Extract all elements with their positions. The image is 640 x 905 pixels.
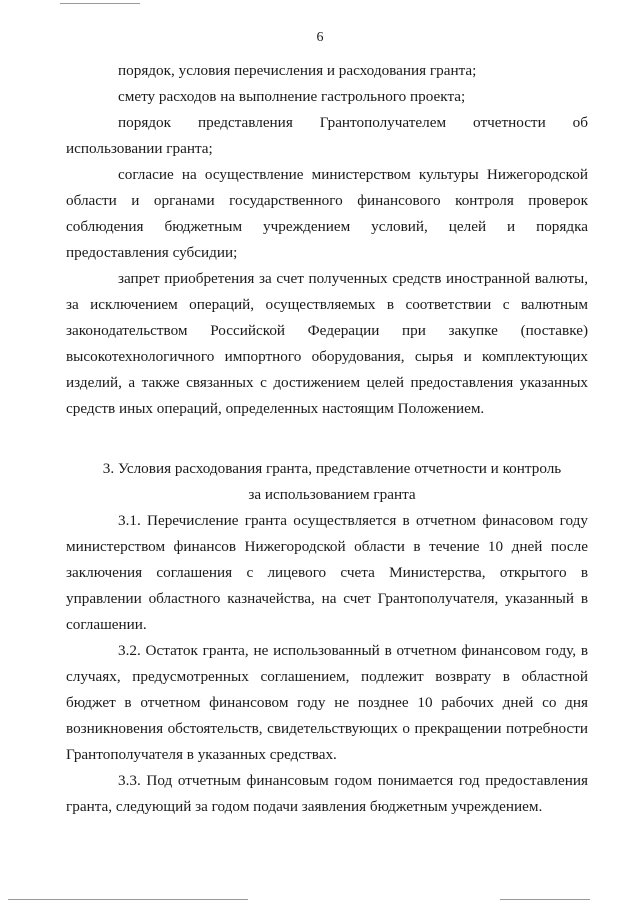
page-number: 6 [316,30,324,45]
list-item: согласие на осуществление министерством культуры Нижегородской области и органами государственного финансового контроля проверок соблюдения бюджетным учреждением условий, целей и порядка предоставления субсидии; [66,166,588,261]
scan-artifact-line [500,899,590,900]
paragraph: 3.3. Под отчетным финансовым годом понимается год предоставления гранта, следующий за годом подачи заявления бюджетным учреждением. [66,772,588,815]
paragraph: 3.2. Остаток гранта, не использованный в отчетном финансовом году, в случаях, предусмотренных соглашением, подлежит возврату в областной бюджет в отчетном финансовом году не позднее 10 рабочих дней со дня возникновения обстоятельств, свидетельствующих о прекращении потребности Грантополучателя в указанных средствах. [66,642,588,763]
scan-artifact-line [60,3,140,4]
list-item: запрет приобретения за счет полученных средств иностранной валюты, за исключением операций, осуществляемых в соответствии с валютным законодательством Российской Федерации при закупке (поставке) высокотехнологичного импортного оборудования, сырья и комплектующих изделий, а также связанных с достижением целей предоставления указанных средств иных операций, определенных настоящим Положением. [66,270,588,417]
section-heading: 3. Условия расходования гранта, представление отчетности и контроль [102,460,562,477]
list-item: порядок, условия перечисления и расходования гранта; [118,62,477,79]
list-item: порядок представления Грантополучателем отчетности об использовании гранта; [66,114,588,157]
scan-artifact-line [8,899,248,900]
section-spacer [66,422,588,456]
list-item: смету расходов на выполнение гастрольного проекта; [118,88,466,105]
page-body [66,58,588,820]
section-heading-continued: за использованием гранта [248,486,416,503]
paragraph: 3.1. Перечисление гранта осуществляется в отчетном финасовом году министерством финансов Нижегородской области в течение 10 дней после заключения соглашения с лицевого счета Министерства, открытого в управлении областного казначейства, на счет Грантополучателя, указанный в соглашении. [66,512,588,633]
